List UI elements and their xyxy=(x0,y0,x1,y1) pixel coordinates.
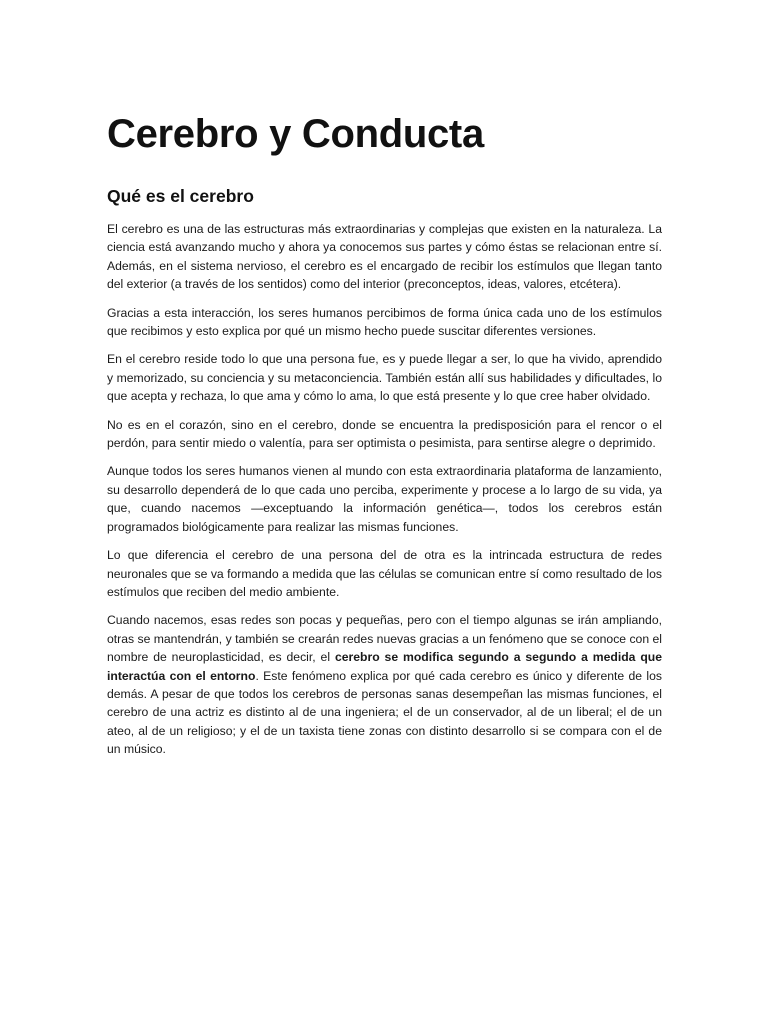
paragraph-3: En el cerebro reside todo lo que una persona fue, es y puede llegar a ser, lo que ha vivido, aprendido y memorizado, su conciencia y su metaconciencia. También están allí sus habilidades y dificultades, lo que acepta y rechaza, lo que ama y cómo lo ama, lo que está presente y lo que cree haber olvidado. xyxy=(107,352,662,404)
document-title: Cerebro y Conducta xyxy=(107,112,484,156)
paragraph-7-bold: cerebro se modifica segundo a segundo a medida que interactúa con el entorno xyxy=(107,650,662,683)
paragraph-7-part2: . Este fenómeno explica por qué cada cerebro es único y diferente de los demás. A pesar de que todos los cerebros de personas sanas desempeñan las mismas funciones, el cerebro de una actriz es distinto al de una ingeniera; el de un conservador, al de un liberal; el de un ateo, al de un religioso; y el de un taxista tiene zonas con distinto desarrollo si se compara con el de un músico. xyxy=(107,668,662,757)
paragraph-1: El cerebro es una de las estructuras más extraordinarias y complejas que existen en la naturaleza. La ciencia está avanzando mucho y ahora ya conocemos sus partes y cómo éstas se relacionan entre sí. Además, en el sistema nervioso, el cerebro es el encargado de recibir los estímulos que llegan tanto del exterior (a través de los sentidos) como del interior (preconceptos, ideas, valores, etcétera). xyxy=(107,222,662,292)
section-heading: Qué es el cerebro xyxy=(107,186,254,206)
paragraph-7 xyxy=(107,611,662,758)
paragraph-7-part1: Cuando nacemos, esas redes son pocas y pequeñas, pero con el tiempo algunas se irán ampliando, otras se mantendrán, y también se crearán redes nuevas gracias a un fenómeno que se conoce con el nombre de neuroplasticidad, es decir, el xyxy=(107,613,662,665)
paragraph-4: No es en el corazón, sino en el cerebro, donde se encuentra la predisposición para el rencor o el perdón, para sentir miedo o valentía, para ser optimista o pesimista, para sentirse alegre o deprimido. xyxy=(107,417,662,451)
document-page xyxy=(107,110,662,769)
paragraph-2: Gracias a esta interacción, los seres humanos percibimos de forma única cada uno de los estímulos que recibimos y esto explica por qué un mismo hecho puede suscitar diferentes versiones. xyxy=(107,305,662,339)
paragraph-5: Aunque todos los seres humanos vienen al mundo con esta extraordinaria plataforma de lanzamiento, su desarrollo dependerá de lo que cada uno perciba, experimente y procese a lo largo de su vida, ya que, cuando nacemos —exceptuando la información genética—, todos los cerebros están programados biológicamente para realizar las mismas funciones. xyxy=(107,464,662,534)
paragraph-6: Lo que diferencia el cerebro de una persona del de otra es la intrincada estructura de redes neuronales que se va formando a medida que las células se comunican entre sí como resultado de los estímulos que reciben del medio ambiente. xyxy=(107,548,662,599)
